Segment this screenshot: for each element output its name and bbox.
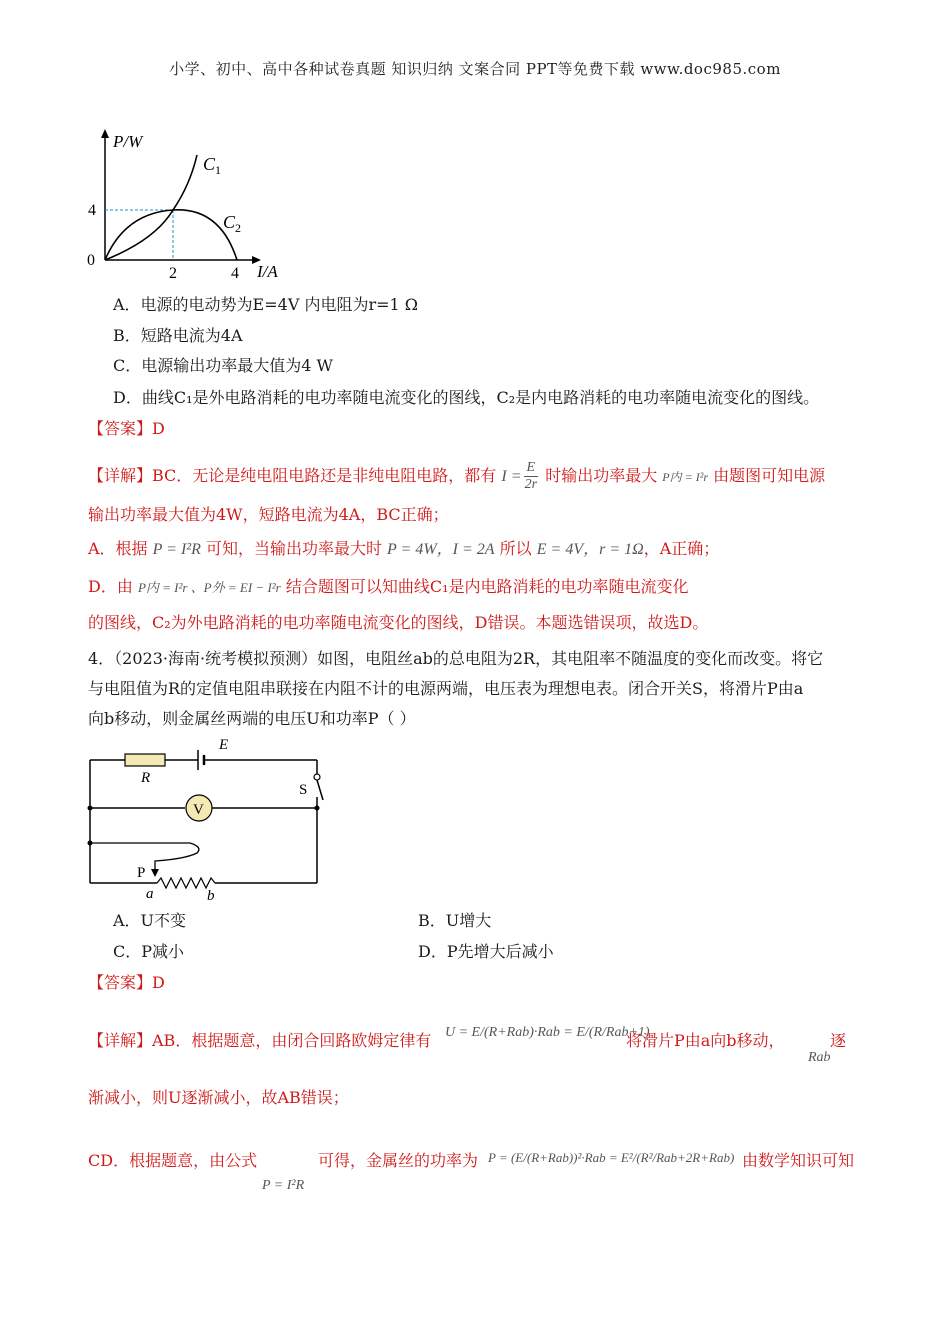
label-e: E <box>219 737 229 753</box>
curve-c1 <box>105 155 197 260</box>
y-axis-label: P/W <box>113 132 143 151</box>
y-axis-arrow <box>101 129 109 138</box>
label-p: P <box>137 865 146 881</box>
q4-detail-line1: 【详解】AB．根据题意，由闭合回路欧姆定律有 <box>88 1031 432 1050</box>
q4-detail-line3a: CD．根据题意，由公式 <box>88 1151 258 1170</box>
q4-detail-line1b: 将滑片P由a向b移动， <box>626 1031 785 1050</box>
q4-stem-line2: 与电阻值为R的定值电阻串联接在内阻不计的电源两端，电压表为理想电表。闭合开关S，将滑片P由a <box>88 679 804 698</box>
q3-option-d: D．曲线C₁是外电路消耗的电功率随电流变化的图线，C₂是内电路消耗的电功率随电流变化的图线。 <box>113 388 820 407</box>
curve-c2 <box>105 210 237 260</box>
switch-blade <box>317 780 323 800</box>
q4-stem-line3: 向b移动，则金属丝两端的电压U和功率P（ ） <box>88 709 416 728</box>
q4-detail-formula: P = I²R <box>262 1178 305 1193</box>
q3-detail-line4: D．由 P内 = I²r 、P外 = EI − I²r 结合题图可以知曲线C₁是内电路消耗的电功率随电流变化 <box>88 577 689 596</box>
circuit-diagram <box>85 735 330 905</box>
q4-answer: 【答案】D <box>88 973 165 992</box>
curve-c1-label: $C_1$ <box>203 154 222 177</box>
q4-detail-rab: Rab <box>808 1050 831 1065</box>
label-r: R <box>141 770 151 786</box>
q3-option-a: A．电源的电动势为E=4V 内电阻为r=1 Ω <box>113 295 419 314</box>
q4-option-a: A．U不变 <box>113 911 187 930</box>
q3-detail-line2: 输出功率最大值为4W，短路电流为4A，BC正确； <box>88 505 449 524</box>
switch-contact <box>314 774 320 780</box>
y-tick-4: 4 <box>88 202 96 219</box>
label-s: S <box>299 782 308 798</box>
power-current-graph <box>85 125 305 280</box>
page-header: 小学、初中、高中各种试卷真题 知识归纳 文案合同 PPT等免费下载 www.doc985.com <box>169 60 781 78</box>
q4-detail-equation-p: P = (E/(R+Rab))²·Rab = E²/(R²/Rab+2R+Rab) <box>488 1150 735 1165</box>
q3-detail-line3: A．根据 P = I²R 可知，当输出功率最大时 P = 4W，I = 2A 所以 E = 4V，r = 1Ω，A正确； <box>88 539 720 558</box>
q3-detail-line5: 的图线，C₂为外电路消耗的电功率随电流变化的图线，D错误。本题选错误项，故选D。 <box>88 613 709 632</box>
label-v: V <box>193 802 204 818</box>
x-tick-4: 4 <box>231 265 239 280</box>
slider-arrow <box>151 869 159 877</box>
label-b: b <box>207 888 215 904</box>
label-a: a <box>146 886 154 902</box>
q4-detail-equation-u: U = E/(R+Rab)·Rab = E/(R/Rab+1) <box>445 1025 650 1040</box>
q3-option-b: B．短路电流为4A <box>113 326 243 345</box>
q3-answer: 【答案】D <box>88 419 165 438</box>
q3-option-c: C．电源输出功率最大值为4 W <box>113 356 333 375</box>
q4-option-b: B．U增大 <box>418 911 492 930</box>
q4-detail-line3b: 可得，金属丝的功率为 <box>318 1151 479 1170</box>
resistor-r <box>125 754 165 766</box>
q3-detail-line1: 【详解】BC．无论是纯电阻电路还是非纯电阻电路，都有 I = $\frac{E}{2r}$ 时输出功率最大 P内 = I²r 由题图可知电源 <box>88 460 826 492</box>
origin-label: 0 <box>87 252 95 269</box>
q4-stem-line1: 4．（2023·海南·统考模拟预测）如图，电阻丝ab的总电阻为2R，其电阻率不随温度的变化而改变。将它 <box>88 649 824 668</box>
q4-detail-line1c: 逐 <box>830 1031 847 1050</box>
x-axis-label: I/A <box>257 262 278 280</box>
q4-option-c: C．P减小 <box>113 942 185 961</box>
q4-detail-line2: 渐减小，则U逐渐减小，故AB错误； <box>88 1088 349 1107</box>
resistance-wire-ab <box>157 878 215 888</box>
q4-detail-line3c: 由数学知识可知 <box>742 1151 855 1170</box>
x-tick-2: 2 <box>169 265 177 280</box>
q4-option-d: D．P先增大后减小 <box>418 942 554 961</box>
curve-c2-label: $C_2$ <box>223 212 242 235</box>
